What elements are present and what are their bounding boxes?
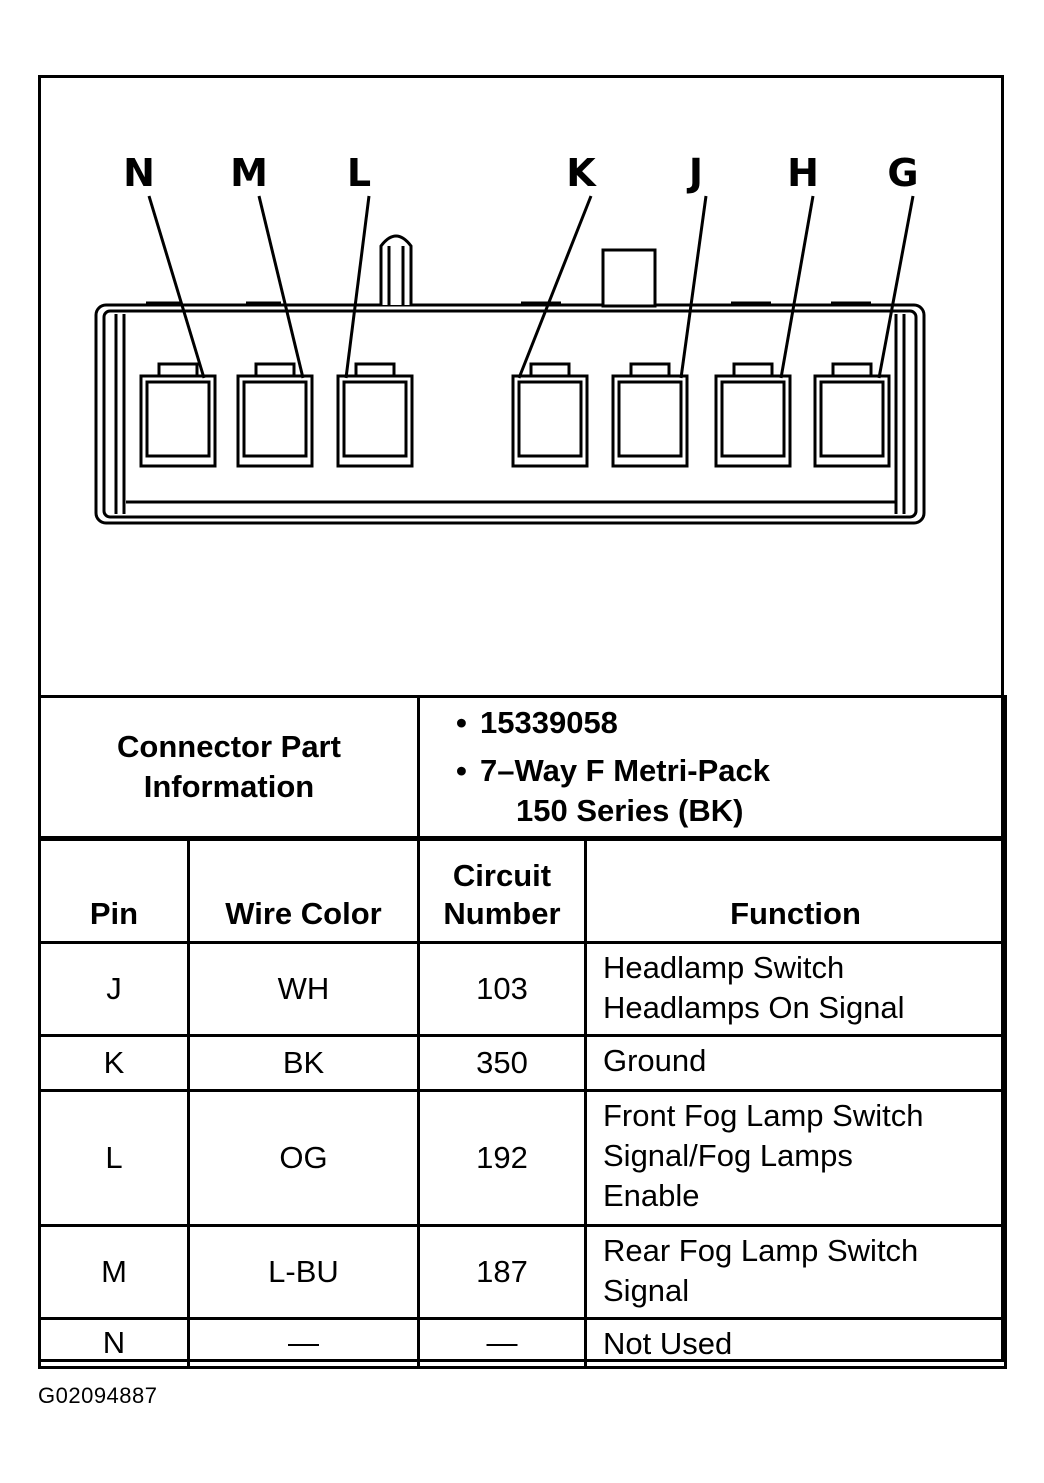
table-row <box>40 1226 1006 1319</box>
pin-letter-k: K <box>566 151 596 195</box>
connector-info-label-text: Connector Part Information <box>117 729 341 804</box>
pinout-header-row <box>40 840 1006 943</box>
terminal-l <box>338 364 412 466</box>
function-line: Headlamps On Signal <box>603 990 905 1025</box>
terminal-n <box>141 364 215 466</box>
header-wire-color: Wire Color <box>189 840 419 943</box>
pin-cell: L <box>40 1091 189 1226</box>
function-cell <box>586 1036 1006 1091</box>
pin-letter-h: H <box>787 151 819 195</box>
connector-info-label <box>40 697 419 838</box>
table-row <box>40 1091 1006 1226</box>
function-line: Not Used <box>603 1326 733 1361</box>
locking-post <box>381 236 411 305</box>
leader-line-j <box>681 196 706 378</box>
function-cell <box>586 1091 1006 1226</box>
circuit-number-cell: 192 <box>419 1091 586 1226</box>
wire-color-cell: L-BU <box>189 1226 419 1319</box>
function-line: Enable <box>603 1178 700 1213</box>
connector-info-table <box>38 695 1007 839</box>
table-row <box>40 1036 1006 1091</box>
wire-color-cell: BK <box>189 1036 419 1091</box>
wire-color-cell: — <box>189 1319 419 1368</box>
function-line: Front Fog Lamp Switch <box>603 1098 924 1133</box>
pinout-table <box>38 838 1007 1369</box>
circuit-number-cell: — <box>419 1319 586 1368</box>
leader-lines <box>149 196 913 378</box>
circuit-number-cell: 350 <box>419 1036 586 1091</box>
terminal-group <box>141 364 889 466</box>
connector-diagram <box>41 78 1001 698</box>
terminal-j <box>613 364 687 466</box>
table-row <box>40 943 1006 1036</box>
circuit-number-cell: 187 <box>419 1226 586 1319</box>
pin-letter-j: J <box>688 151 704 195</box>
connector-body <box>96 305 924 523</box>
header-circuit-line1: Circuit <box>452 858 552 893</box>
terminal-g <box>815 364 889 466</box>
part-number: • 15339058 <box>420 703 1004 743</box>
pin-cell: J <box>40 943 189 1036</box>
wire-color-cell: OG <box>189 1091 419 1226</box>
function-line: Signal/Fog Lamps <box>603 1138 853 1173</box>
connector-description-line1: • 7–Way F Metri-Pack <box>420 751 1004 791</box>
key-tab <box>603 250 655 306</box>
pin-letter-n: N <box>123 151 155 195</box>
leader-line-n <box>149 196 204 378</box>
header-circuit-line2: Number <box>443 896 561 931</box>
connector-info-values <box>419 697 1006 838</box>
table-row <box>40 1319 1006 1368</box>
pin-letter-l: L <box>346 151 372 195</box>
pin-letter-group <box>123 151 919 195</box>
leader-line-h <box>781 196 813 378</box>
function-cell <box>586 943 1006 1036</box>
function-cell <box>586 1226 1006 1319</box>
function-line: Signal <box>603 1273 690 1308</box>
terminal-k <box>513 364 587 466</box>
figure-id: G02094887 <box>38 1383 158 1408</box>
function-line: Headlamp Switch <box>603 950 845 985</box>
pin-letter-g: G <box>887 151 919 195</box>
terminal-h <box>716 364 790 466</box>
pin-cell: K <box>40 1036 189 1091</box>
header-pin: Pin <box>40 840 189 943</box>
pin-letter-m: M <box>230 151 268 195</box>
function-cell <box>586 1319 1006 1368</box>
leader-line-l <box>346 196 369 378</box>
leader-line-m <box>259 196 303 378</box>
connector-description-line2: 150 Series (BK) <box>516 793 744 828</box>
terminal-m <box>238 364 312 466</box>
header-circuit-number <box>419 840 586 943</box>
leader-line-k <box>519 196 591 378</box>
circuit-number-cell: 103 <box>419 943 586 1036</box>
pin-cell: N <box>40 1319 189 1368</box>
header-function: Function <box>586 840 1006 943</box>
wire-color-cell: WH <box>189 943 419 1036</box>
function-line: Ground <box>603 1043 707 1078</box>
pin-cell: M <box>40 1226 189 1319</box>
function-line: Rear Fog Lamp Switch <box>603 1233 919 1268</box>
